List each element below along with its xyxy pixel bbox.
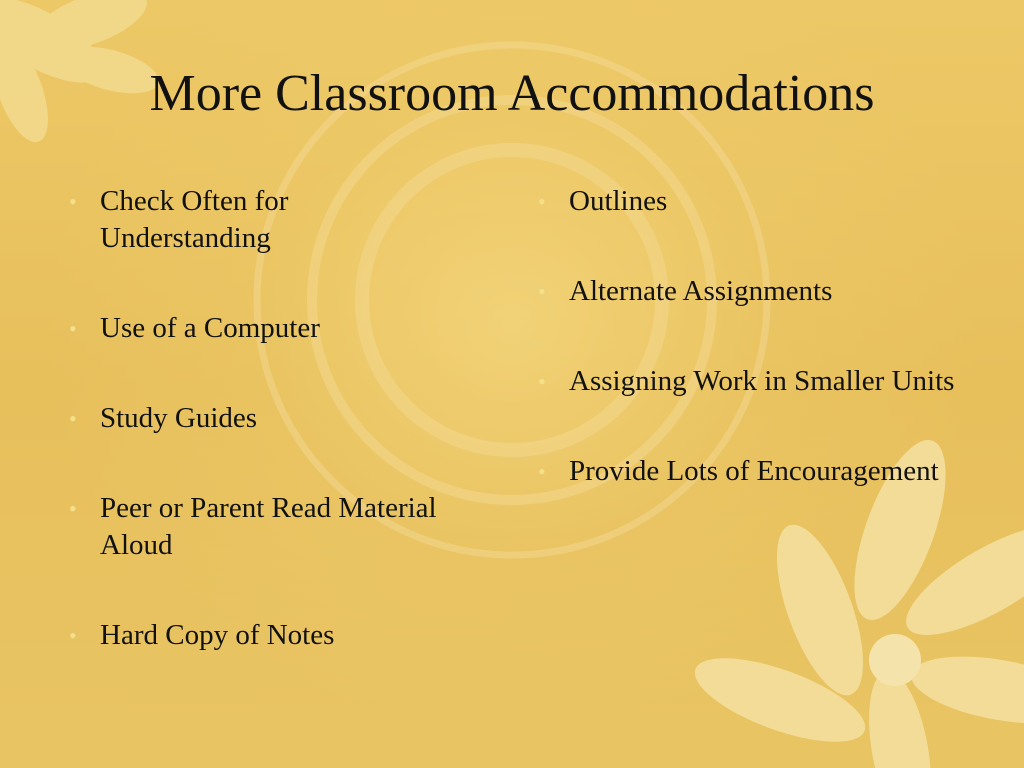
bullet-text: Outlines	[569, 185, 668, 217]
bullet-text: Provide Lots of Encouragement	[569, 455, 939, 487]
list-item	[66, 490, 446, 564]
list-item	[66, 183, 446, 257]
list-item	[535, 363, 955, 400]
bullet-text: Study Guides	[100, 402, 258, 434]
list-item	[66, 310, 446, 347]
list-item	[535, 273, 955, 310]
bullet-icon: •	[538, 459, 546, 484]
list-item	[66, 400, 446, 437]
bullet-icon: •	[538, 189, 546, 214]
bullet-text: Peer or Parent Read Material Aloud	[100, 492, 437, 561]
bullet-icon: •	[538, 279, 546, 304]
list-item	[535, 183, 955, 220]
bullet-text: Use of a Computer	[100, 312, 320, 344]
bullet-icon: •	[69, 189, 77, 214]
bullet-text: Assigning Work in Smaller Units	[569, 365, 955, 397]
bullet-text: Check Often for Understanding	[100, 185, 289, 254]
list-item	[535, 453, 955, 490]
bullet-icon: •	[69, 496, 77, 521]
right-bullet-list	[535, 183, 955, 490]
bullet-icon: •	[69, 316, 77, 341]
slide-title: More Classroom Accommodations	[149, 65, 875, 122]
left-bullet-list	[66, 183, 446, 654]
list-item	[66, 617, 446, 654]
bullet-icon: •	[69, 406, 77, 431]
bullet-text: Alternate Assignments	[569, 275, 833, 307]
bullet-icon: •	[538, 369, 546, 394]
bullet-icon: •	[69, 623, 77, 648]
bullet-text: Hard Copy of Notes	[100, 619, 335, 651]
